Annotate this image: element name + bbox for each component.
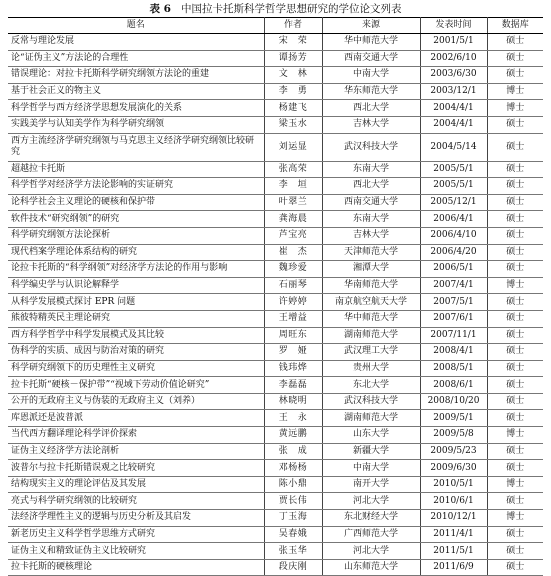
cell-title: 结构现实主义的理论评估及其发展 (8, 476, 264, 493)
cell-source: 湘潭大学 (322, 261, 420, 278)
cell-author: 贾长伟 (264, 493, 322, 510)
table-row (8, 83, 543, 100)
cell-date: 2003/12/1 (420, 83, 487, 100)
cell-source: 华中师范大学 (322, 34, 420, 51)
cell-author: 崔 杰 (264, 244, 322, 261)
cell-date: 2011/6/9 (420, 559, 487, 576)
cell-source: 南京航空航天大学 (322, 294, 420, 311)
cell-database: 博士 (487, 427, 543, 444)
cell-source: 西北大学 (322, 100, 420, 117)
cell-date: 2009/5/1 (420, 410, 487, 427)
cell-title: 证伪主义和精致证伪主义比较研究 (8, 543, 264, 560)
cell-title: 科学哲学对经济学方法论影响的实证研究 (8, 178, 264, 195)
cell-author: 谭扬芳 (264, 50, 322, 67)
cell-author: 李 垣 (264, 178, 322, 195)
table-row (8, 133, 543, 161)
cell-author: 李磊磊 (264, 377, 322, 394)
cell-author: 王增益 (264, 310, 322, 327)
cell-title: 反常与理论发展 (8, 34, 264, 51)
cell-source: 东北财经大学 (322, 510, 420, 527)
table-row (8, 34, 543, 51)
cell-date: 2004/4/1 (420, 116, 487, 133)
cell-database: 硕士 (487, 543, 543, 560)
cell-title: 从科学发展模式探讨 EPR 问题 (8, 294, 264, 311)
cell-date: 2007/4/1 (420, 277, 487, 294)
cell-date: 2010/6/1 (420, 493, 487, 510)
cell-source: 天津师范大学 (322, 244, 420, 261)
cell-database: 硕士 (487, 310, 543, 327)
cell-database: 硕士 (487, 493, 543, 510)
cell-source: 吉林大学 (322, 227, 420, 244)
table-row (8, 559, 543, 576)
cell-source: 湖南师范大学 (322, 410, 420, 427)
cell-title: 当代西方翻译理论科学评价探索 (8, 427, 264, 444)
cell-date: 2011/4/1 (420, 526, 487, 543)
cell-date: 2007/6/1 (420, 310, 487, 327)
cell-author: 张玉华 (264, 543, 322, 560)
cell-source: 南开大学 (322, 476, 420, 493)
cell-database: 硕士 (487, 244, 543, 261)
cell-date: 2004/4/1 (420, 100, 487, 117)
table-row (8, 427, 543, 444)
cell-title: 公开的无政府主义与伪装的无政府主义（刘养） (8, 393, 264, 410)
cell-date: 2004/5/14 (420, 133, 487, 161)
cell-title: 实践美学与认知美学作为科学研究纲领 (8, 116, 264, 133)
cell-source: 中南大学 (322, 460, 420, 477)
cell-database: 硕士 (487, 294, 543, 311)
cell-date: 2008/6/1 (420, 377, 487, 394)
cell-author: 丁玉海 (264, 510, 322, 527)
cell-source: 山东师范大学 (322, 559, 420, 576)
table-row (8, 294, 543, 311)
cell-date: 2008/5/1 (420, 360, 487, 377)
cell-source: 西北大学 (322, 178, 420, 195)
cell-database: 硕士 (487, 50, 543, 67)
table-row (8, 543, 543, 560)
cell-author: 张高荣 (264, 161, 322, 178)
cell-database: 硕士 (487, 460, 543, 477)
cell-source: 华东师范大学 (322, 83, 420, 100)
cell-database: 硕士 (487, 227, 543, 244)
cell-author: 王 永 (264, 410, 322, 427)
cell-author: 龚海晨 (264, 211, 322, 228)
cell-author: 林晓明 (264, 393, 322, 410)
cell-source: 东北大学 (322, 377, 420, 394)
cell-date: 2007/11/1 (420, 327, 487, 344)
table-row (8, 360, 543, 377)
cell-source: 河北大学 (322, 493, 420, 510)
cell-database: 博士 (487, 100, 543, 117)
cell-author: 陈小鼎 (264, 476, 322, 493)
header-database: 数据库 (487, 18, 543, 34)
cell-date: 2008/10/20 (420, 393, 487, 410)
cell-date: 2011/5/1 (420, 543, 487, 560)
table-body (8, 34, 543, 576)
cell-author: 邓杨杨 (264, 460, 322, 477)
header-author: 作者 (264, 18, 322, 34)
cell-author: 罗 娅 (264, 344, 322, 361)
cell-database: 博士 (487, 83, 543, 100)
cell-title: 伪科学的实质、成因与防治对策的研究 (8, 344, 264, 361)
cell-title: 科学哲学与西方经济学思想发展演化的关系 (8, 100, 264, 117)
cell-date: 2006/5/1 (420, 261, 487, 278)
cell-author: 钱玮烨 (264, 360, 322, 377)
table-row (8, 194, 543, 211)
cell-date: 2008/4/1 (420, 344, 487, 361)
cell-database: 硕士 (487, 211, 543, 228)
cell-source: 湖南师范大学 (322, 327, 420, 344)
cell-database: 硕士 (487, 178, 543, 195)
cell-source: 东南大学 (322, 211, 420, 228)
cell-date: 2006/4/20 (420, 244, 487, 261)
cell-database: 硕士 (487, 377, 543, 394)
cell-author: 周旺东 (264, 327, 322, 344)
table-title: 中国拉卡托斯科学哲学思想研究的学位论文列表 (180, 3, 402, 15)
cell-database: 硕士 (487, 443, 543, 460)
cell-source: 贵州大学 (322, 360, 420, 377)
table-row (8, 476, 543, 493)
cell-title: 拉卡托斯的硬核理论 (8, 559, 264, 576)
cell-database: 博士 (487, 510, 543, 527)
cell-title: 论“证伪主义”方法论的合理性 (8, 50, 264, 67)
table-row (8, 50, 543, 67)
cell-source: 华中师范大学 (322, 310, 420, 327)
table-row (8, 510, 543, 527)
table-row (8, 526, 543, 543)
cell-author: 梁玉水 (264, 116, 322, 133)
header-title: 题名 (8, 18, 264, 34)
cell-database: 博士 (487, 277, 543, 294)
table-row (8, 277, 543, 294)
cell-author: 宋 荣 (264, 34, 322, 51)
cell-source: 广西师范大学 (322, 526, 420, 543)
cell-database: 硕士 (487, 410, 543, 427)
table-row (8, 178, 543, 195)
cell-date: 2006/4/10 (420, 227, 487, 244)
table-row (8, 227, 543, 244)
table-row (8, 327, 543, 344)
cell-title: 法经济学理性主义的逻辑与历史分析及其启发 (8, 510, 264, 527)
cell-database: 硕士 (487, 116, 543, 133)
table-row (8, 493, 543, 510)
table-row (8, 211, 543, 228)
table-row (8, 244, 543, 261)
cell-database: 硕士 (487, 133, 543, 161)
cell-title: 证伪主义经济学方法论剖析 (8, 443, 264, 460)
cell-author: 刘运显 (264, 133, 322, 161)
cell-date: 2003/6/30 (420, 67, 487, 84)
cell-author: 张 成 (264, 443, 322, 460)
table-row (8, 410, 543, 427)
cell-source: 新疆大学 (322, 443, 420, 460)
cell-source: 武汉理工大学 (322, 344, 420, 361)
cell-database: 硕士 (487, 161, 543, 178)
cell-author: 魏珍爱 (264, 261, 322, 278)
cell-database: 硕士 (487, 526, 543, 543)
table-row (8, 100, 543, 117)
cell-author: 芦宝亮 (264, 227, 322, 244)
cell-title: 波普尔与拉卡托斯错误观之比较研究 (8, 460, 264, 477)
cell-title: 库恩派还是波普派 (8, 410, 264, 427)
cell-title: 亮式与科学研究纲领的比较研究 (8, 493, 264, 510)
cell-author: 段庆刚 (264, 559, 322, 576)
table-row (8, 443, 543, 460)
cell-author: 吴春娥 (264, 526, 322, 543)
cell-database: 硕士 (487, 559, 543, 576)
cell-author: 杨建飞 (264, 100, 322, 117)
table-row (8, 161, 543, 178)
cell-source: 武汉科技大学 (322, 133, 420, 161)
cell-author: 黄远鹏 (264, 427, 322, 444)
cell-source: 华南师范大学 (322, 277, 420, 294)
cell-date: 2005/5/1 (420, 161, 487, 178)
thesis-table (8, 17, 543, 576)
cell-title: 现代档案学理论体系结构的研究 (8, 244, 264, 261)
table-row (8, 261, 543, 278)
cell-title: 熊彼特精英民主理论研究 (8, 310, 264, 327)
cell-title: 新老历史主义科学哲学思维方式研究 (8, 526, 264, 543)
table-number: 表 6 (149, 3, 171, 15)
table-header-row (8, 18, 543, 34)
table-row (8, 377, 543, 394)
cell-title: 科学研究纲领下的历史理性主义研究 (8, 360, 264, 377)
cell-source: 西南交通大学 (322, 50, 420, 67)
table-row (8, 393, 543, 410)
cell-date: 2009/5/8 (420, 427, 487, 444)
cell-title: 西方科学哲学中科学发展模式及其比较 (8, 327, 264, 344)
cell-source: 山东大学 (322, 427, 420, 444)
cell-author: 李 勇 (264, 83, 322, 100)
cell-source: 东南大学 (322, 161, 420, 178)
cell-database: 硕士 (487, 360, 543, 377)
cell-date: 2001/5/1 (420, 34, 487, 51)
cell-title: 超越拉卡托斯 (8, 161, 264, 178)
cell-database: 硕士 (487, 344, 543, 361)
cell-title: 拉卡托斯“硬核－保护带”“视域下劳动价值论研究” (8, 377, 264, 394)
cell-date: 2005/12/1 (420, 194, 487, 211)
cell-title: 论拉卡托斯的“科学纲领”对经济学方法论的作用与影响 (8, 261, 264, 278)
cell-source: 中南大学 (322, 67, 420, 84)
cell-title: 软件技术“研究纲领”的研究 (8, 211, 264, 228)
cell-date: 2006/4/1 (420, 211, 487, 228)
cell-source: 武汉科技大学 (322, 393, 420, 410)
cell-date: 2009/5/23 (420, 443, 487, 460)
table-row (8, 344, 543, 361)
cell-title: 基于社会正义的物主义 (8, 83, 264, 100)
cell-date: 2010/12/1 (420, 510, 487, 527)
cell-database: 硕士 (487, 67, 543, 84)
cell-database: 硕士 (487, 34, 543, 51)
table-row (8, 67, 543, 84)
cell-title: 科学编史学与认识论解释学 (8, 277, 264, 294)
cell-date: 2010/5/1 (420, 476, 487, 493)
cell-database: 硕士 (487, 327, 543, 344)
cell-date: 2002/6/10 (420, 50, 487, 67)
cell-author: 文 林 (264, 67, 322, 84)
cell-title: 论科学社会主义理论的硬核和保护带 (8, 194, 264, 211)
cell-database: 硕士 (487, 393, 543, 410)
table-row (8, 460, 543, 477)
cell-author: 石丽琴 (264, 277, 322, 294)
table-row (8, 310, 543, 327)
cell-database: 硕士 (487, 194, 543, 211)
table-row (8, 116, 543, 133)
table-caption (0, 2, 551, 16)
cell-database: 博士 (487, 476, 543, 493)
cell-author: 许婷婷 (264, 294, 322, 311)
cell-date: 2007/5/1 (420, 294, 487, 311)
cell-source: 西南交通大学 (322, 194, 420, 211)
header-source: 来源 (322, 18, 420, 34)
cell-date: 2005/5/1 (420, 178, 487, 195)
cell-title: 错误理论：对拉卡托斯科学研究纲领方法论的重建 (8, 67, 264, 84)
cell-title: 科学研究纲领方法论探析 (8, 227, 264, 244)
header-date: 发表时间 (420, 18, 487, 34)
cell-source: 吉林大学 (322, 116, 420, 133)
cell-title: 西方主流经济学研究纲领与马克思主义经济学研究纲领比较研究 (8, 133, 264, 161)
cell-author: 叶翠兰 (264, 194, 322, 211)
cell-source: 河北大学 (322, 543, 420, 560)
cell-database: 硕士 (487, 261, 543, 278)
cell-date: 2009/6/30 (420, 460, 487, 477)
